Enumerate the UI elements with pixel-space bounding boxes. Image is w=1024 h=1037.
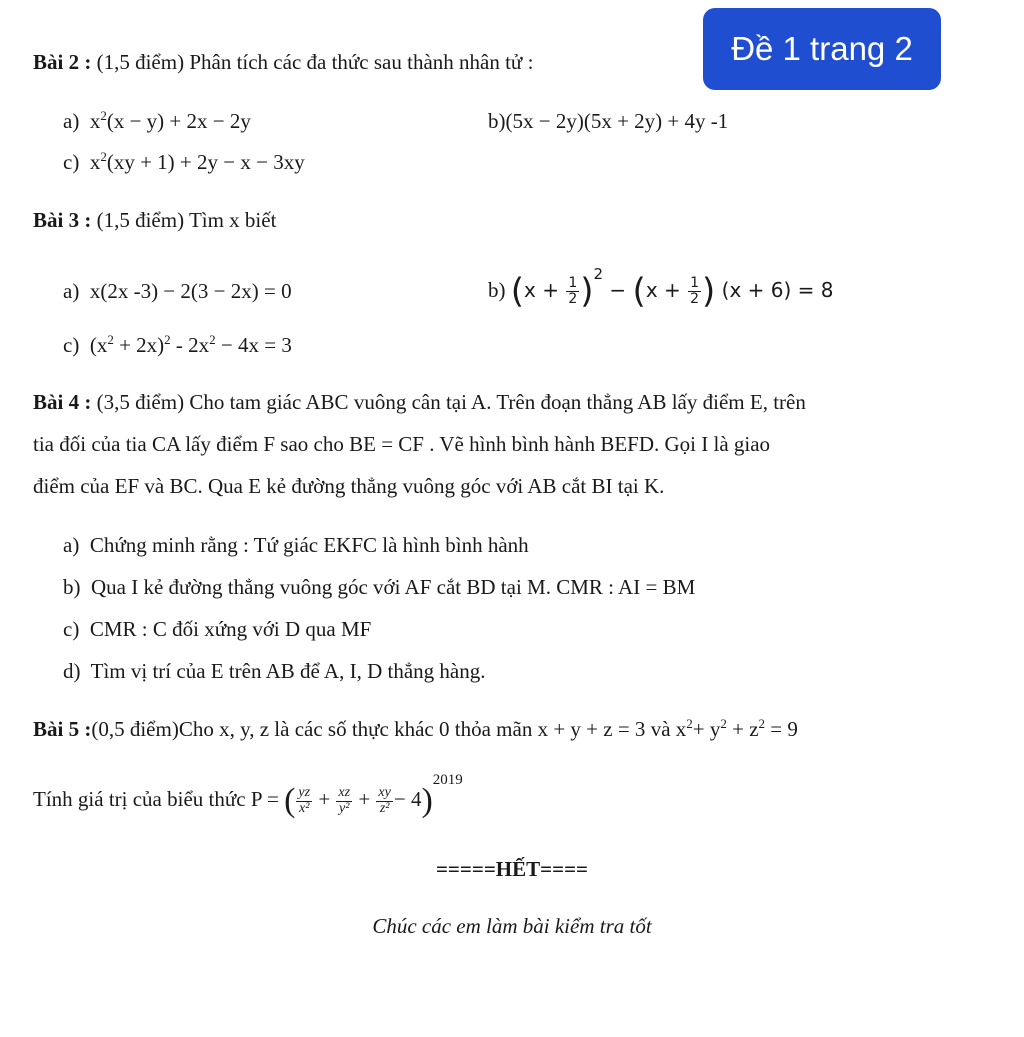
bai3-a-expr: x(2x -3) − 2(3 − 2x) = 0	[89, 279, 292, 303]
bai4-item-c-label: c)	[63, 617, 80, 641]
bai3-a	[63, 279, 292, 304]
bai4-line1-text: (3,5 điểm) Cho tam giác ABC vuông cân tại A. Trên đoạn thẳng AB lấy điểm E, trên	[91, 390, 806, 414]
bai3-a-label: a)	[63, 279, 80, 303]
bai4-item-b	[63, 575, 695, 600]
bai3-b-label: b)	[488, 278, 506, 302]
bai3-text: (1,5 điểm) Tìm x biết	[91, 208, 277, 232]
bai2-c	[63, 150, 305, 175]
bai2-c-label: c)	[63, 150, 80, 174]
bai5-and: và	[645, 717, 676, 741]
bai3-b-expr: (x + $\frac{1}{2}$ )$^2$ − (x + $\frac{1}{2}$ ) (x + 6) = 8	[510, 265, 834, 312]
end-text: =====HẾT====	[435, 857, 589, 881]
bai4-label: Bài 4 :	[33, 390, 92, 414]
bai5-line2-text: Tính giá trị của biểu thức P =	[33, 787, 285, 811]
closing-wish: Chúc các em làm bài kiểm tra tốt	[372, 914, 652, 938]
bai4-item-a-text: Chứng minh rằng : Tứ giác EKFC là hình bình hành	[89, 533, 529, 557]
bai2-heading	[33, 50, 533, 75]
bai4-item-a	[63, 533, 529, 558]
end-marker	[0, 857, 1024, 882]
bai5-label: Bài 5 :	[33, 717, 92, 741]
bai2-b-expr: (5x − 2y)(5x + 2y) + 4y -1	[505, 109, 729, 133]
bai5-cond1: x + y + z = 3	[537, 717, 646, 741]
bai4-item-a-label: a)	[63, 533, 80, 557]
bai2-text: (1,5 điểm) Phân tích các đa thức sau thành nhân tử :	[91, 50, 534, 74]
bai3-c-expr: $(x^2 + 2x)^2 - 2x^2 - 4x = 3$	[89, 332, 292, 357]
bai4-item-c-text: CMR : C đối xứng với D qua MF	[89, 617, 372, 641]
bai2-a	[63, 109, 251, 134]
bai3-c	[63, 333, 292, 358]
bai2-c-expr: $x^2(xy + 1) + 2y - x - 3xy$	[89, 149, 305, 174]
bai4-item-d	[63, 659, 485, 684]
bai3-label: Bài 3 :	[33, 208, 92, 232]
bai4-item-d-label: d)	[63, 659, 81, 683]
page-badge: Đề 1 trang 2	[703, 8, 941, 90]
bai4-line2: tia đối của tia CA lấy điểm F sao cho BE = CF . Vẽ hình bình hành BEFD. Gọi I là giao	[33, 432, 771, 456]
bai3-b	[488, 266, 834, 314]
bai4-item-d-text: Tìm vị trí của E trên AB để A, I, D thẳng hàng.	[90, 659, 486, 683]
bai5-text: (0,5 điểm)Cho x, y, z là các số thực khác 0 thỏa mãn	[91, 717, 538, 741]
bai4-line3: điểm của EF và BC. Qua E kẻ đường thẳng vuông góc với AB cắt BI tại K.	[33, 474, 665, 498]
bai2-label: Bài 2 :	[33, 50, 92, 74]
bai2-b-label: b)	[488, 109, 506, 133]
bai5-cond2: $x^2+ y^2 + z^2 = 9$	[675, 716, 798, 741]
bai4-item-b-label: b)	[63, 575, 81, 599]
bai5-line1	[33, 717, 798, 742]
bai2-a-label: a)	[63, 109, 80, 133]
bai4-item-c	[63, 617, 371, 642]
bai4-item-b-text: Qua I kẻ đường thẳng vuông góc với AF cắt BD tại M. CMR : AI = BM	[91, 575, 696, 599]
bai3-heading	[33, 208, 276, 233]
bai3-c-label: c)	[63, 333, 80, 357]
bai5-line2: Tính giá trị của biểu thức P = ( $\frac{yz}{\text{x²}}$ + $\frac{xz}{\text{y²}}$ + $\frac{xy}{\text{z²}}$ − 4)$^{2019}$	[33, 772, 463, 820]
bai2-a-expr: $x^2(x - y) + 2x - 2y$	[89, 108, 251, 133]
bai4-line1	[33, 390, 806, 415]
bai2-b	[488, 109, 728, 134]
